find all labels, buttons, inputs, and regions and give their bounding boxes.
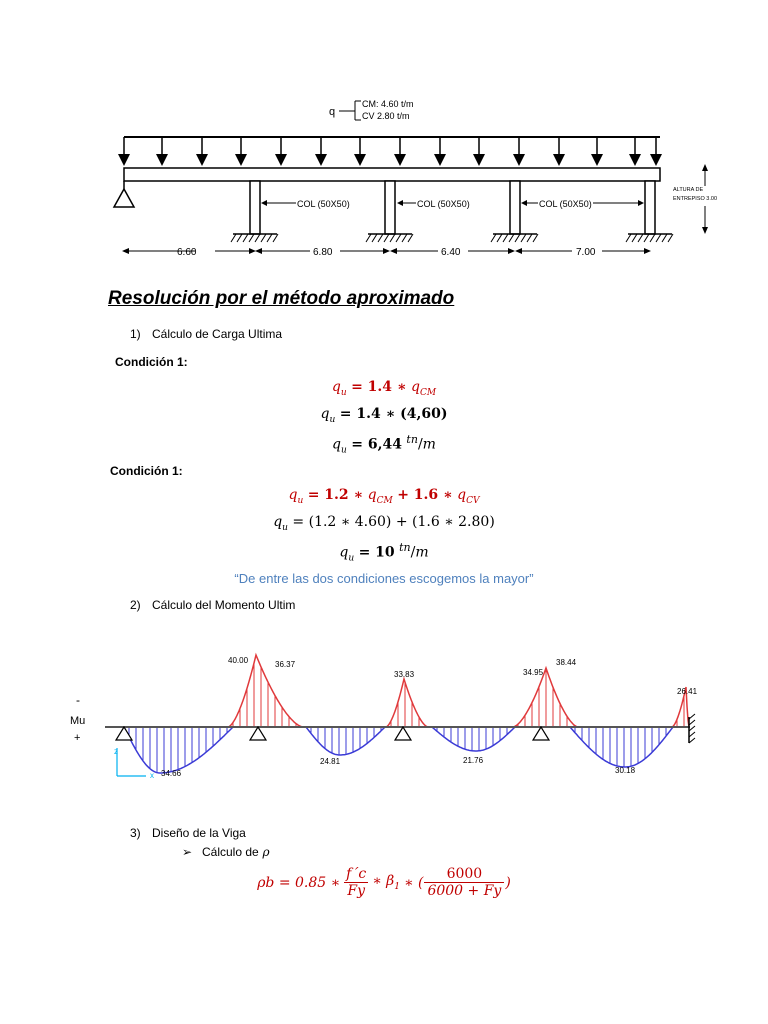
rho-subheading: ➢ Cálculo de ρ (182, 845, 270, 859)
cond1-equation-2: $q_u = 1.4$ ∗ (4,60) (320, 406, 448, 425)
col-label-3 (521, 199, 644, 209)
svg-text:COL (50X50): COL (50X50) (417, 199, 470, 209)
moment-label-40-00: 40.00 (228, 656, 249, 665)
span-2-label: 6.80 (313, 247, 333, 258)
beta-term: ∗ $\beta_1$ (372, 873, 400, 892)
rho-lhs: ρb = 0.85 ∗ (257, 874, 341, 891)
moment-label-21-76: 21.76 (463, 756, 484, 765)
support-3 (395, 727, 411, 740)
negative-moment-curve-6 (386, 679, 428, 727)
span-3-label: 6.40 (441, 247, 461, 258)
svg-text:x: x (150, 771, 154, 780)
moment-label-38-44: 38.44 (556, 658, 577, 667)
col-label-1 (261, 199, 350, 209)
load-arrows (118, 137, 662, 166)
fixed-support (689, 714, 695, 743)
support-4 (533, 727, 549, 740)
cond2-equation-1: $q_u = 1.2$ ∗ $q_{CM} + 1.6$ ∗ $q_{CV}$ (288, 487, 480, 506)
rho-b-equation: ρb = 0.85 ∗ f´c Fy ∗ $\beta_1$ ∗ ( 6000 6000 + Fy ) (257, 866, 511, 900)
mu-label: Mu (70, 715, 86, 727)
moment-label-33-83: 33.83 (394, 670, 415, 679)
step-1-heading (130, 327, 282, 341)
axis-indicator (114, 747, 154, 780)
column-3 (491, 181, 538, 242)
cv-load-label: CV 2.80 t/m (362, 111, 410, 121)
col-label-2 (397, 199, 470, 209)
svg-text:ENTREPISO 3.00: ENTREPISO 3.00 (673, 196, 718, 202)
step-1-number: 1) (130, 327, 141, 341)
positive-sign: + (74, 732, 81, 744)
condition-1-label: Condición 1: (115, 355, 188, 369)
step-3-heading (130, 826, 246, 840)
arrow-bullet-icon: ➢ (182, 845, 193, 859)
column-4 (626, 181, 673, 242)
cond1-equation-3: $q_u = 6,44$ $^{tn}$/m (332, 433, 436, 456)
moment-label-34-95: 34.95 (523, 668, 544, 677)
step-2-number: 2) (130, 598, 141, 612)
step-2-heading (130, 598, 295, 612)
rho-subheading-label: Cálculo de (202, 845, 259, 859)
cond1-equation-1: $q_u = 1.4$ ∗ $q_{CM}$ (331, 379, 437, 398)
fc-fy-fraction: f´c Fy (346, 866, 367, 900)
condition-2-label: Condición 1: (110, 464, 183, 478)
cond2-equation-3: $q_u = 10$ $^{tn}$/m (339, 541, 429, 564)
span-dimensions (122, 247, 651, 258)
pin-support (114, 189, 134, 207)
moment-label-24-81: 24.81 (320, 757, 341, 766)
column-1 (231, 181, 278, 242)
svg-text:COL (50X50): COL (50X50) (297, 199, 350, 209)
svg-text:z: z (114, 747, 118, 756)
support-2 (250, 727, 266, 740)
moment-label-34-66: 34.66 (161, 769, 182, 778)
page-title: Resolución por el método aproximado (108, 288, 455, 309)
beam (124, 168, 660, 181)
positive-moment-curve-4 (570, 727, 673, 767)
conclusion-quote: “De entre las dos condiciones escogemos la mayor” (234, 571, 534, 586)
load-label: q (329, 106, 336, 118)
svg-text:ALTURA DE: ALTURA DE (673, 187, 704, 193)
moment-label-30-18: 30.18 (615, 766, 636, 775)
cm-load-label: CM: 4.60 t/m (362, 99, 414, 109)
moment-label-36-37: 36.37 (275, 660, 296, 669)
cond2-equation-2: $q_u = (1.2$ ∗ 4.60) + (1.6 ∗ 2.80) (273, 514, 495, 533)
span-1-label: 6.60 (177, 247, 197, 258)
step-1-label: Cálculo de Carga Ultima (152, 327, 283, 341)
moment-diagram (0, 640, 768, 790)
span-4-label: 7.00 (576, 247, 596, 258)
height-dimension (673, 164, 717, 234)
support-1 (116, 727, 132, 740)
step-3-label: Diseño de la Viga (152, 826, 246, 840)
frame-diagram (0, 80, 768, 265)
svg-text:COL (50X50): COL (50X50) (539, 199, 592, 209)
column-2 (366, 181, 413, 242)
negative-sign: - (76, 693, 80, 707)
step-2-label: Cálculo del Momento Ultim (152, 598, 296, 612)
moment-label-26-41: 26.41 (677, 687, 698, 696)
step-3-number: 3) (130, 826, 141, 840)
balance-fraction: 6000 6000 + Fy (427, 866, 501, 899)
